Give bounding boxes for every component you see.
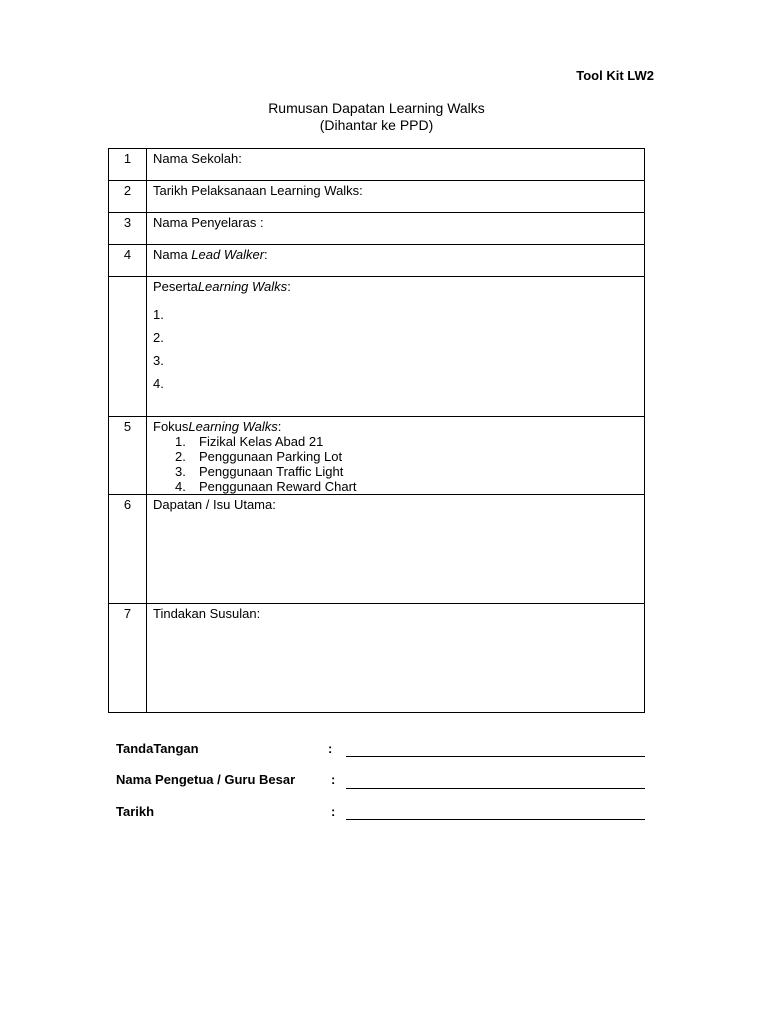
item-text: Fizikal Kelas Abad 21 (199, 434, 324, 449)
field-label (153, 247, 268, 262)
tandatangan-label: TandaTangan (116, 741, 199, 756)
item-text: Penggunaan Reward Chart (199, 479, 357, 494)
nama-sekolah-field[interactable] (147, 149, 645, 181)
fokus-list (153, 434, 644, 494)
label-prefix: Nama (153, 247, 192, 262)
colon: : (331, 772, 336, 787)
title-line-1: Rumusan Dapatan Learning Walks (268, 100, 485, 116)
label-italic: Learning Walks (197, 279, 288, 294)
item-number: 4. (175, 479, 186, 494)
label-italic: Learning Walks (188, 419, 278, 434)
row-dapatan (109, 495, 645, 604)
nama-penyelaras-field[interactable] (147, 213, 645, 245)
fokus-field (147, 417, 645, 495)
row-lead-walker (109, 245, 645, 277)
peserta-field[interactable] (147, 277, 645, 417)
field-label (153, 419, 281, 434)
item-number: 2. (175, 449, 186, 464)
row-number: 1 (109, 149, 147, 181)
row-tarikh-pelaksanaan (109, 181, 645, 213)
field-label: Tarikh Pelaksanaan Learning Walks: (153, 183, 363, 198)
field-label: Tindakan Susulan: (153, 606, 261, 621)
list-item (175, 464, 644, 479)
nama-pengetua-line[interactable] (346, 788, 645, 789)
field-label: Nama Sekolah: (153, 151, 242, 166)
row-peserta (109, 277, 645, 417)
toolkit-label: Tool Kit LW2 (576, 68, 654, 83)
row-number: 7 (109, 604, 147, 713)
tarikh-line[interactable] (346, 819, 645, 820)
row-number: 3 (109, 213, 147, 245)
row-number: 2 (109, 181, 147, 213)
list-item (175, 479, 644, 494)
list-item: 3. (153, 353, 164, 368)
label-suffix: : (287, 279, 291, 294)
tindakan-susulan-field[interactable] (147, 604, 645, 713)
item-number: 3. (175, 464, 186, 479)
tarikh-label: Tarikh (116, 804, 155, 819)
list-item: 2. (153, 330, 164, 345)
dapatan-field[interactable] (147, 495, 645, 604)
label-suffix: : (264, 247, 268, 262)
field-label: Dapatan / Isu Utama: (153, 497, 276, 512)
label-italic: Lead Walker (191, 247, 265, 262)
row-tindakan-susulan (109, 604, 645, 713)
colon: : (331, 804, 336, 819)
form-title (108, 100, 645, 134)
row-number-empty (109, 277, 147, 417)
row-nama-sekolah (109, 149, 645, 181)
label-prefix: Fokus (153, 419, 189, 434)
tandatangan-line[interactable] (346, 756, 645, 757)
title-line-2: (Dihantar ke PPD) (319, 117, 434, 133)
item-text: Penggunaan Parking Lot (199, 449, 343, 464)
label-suffix: : (277, 419, 282, 434)
row-number: 6 (109, 495, 147, 604)
list-item (175, 449, 644, 464)
list-item: 4. (153, 376, 164, 391)
row-nama-penyelaras (109, 213, 645, 245)
field-label: Nama Penyelaras : (153, 215, 264, 230)
list-item (175, 434, 644, 449)
lead-walker-field[interactable] (147, 245, 645, 277)
tarikh-pelaksanaan-field[interactable] (147, 181, 645, 213)
row-number: 5 (109, 417, 147, 495)
colon: : (328, 741, 333, 756)
list-item: 1. (153, 307, 164, 322)
field-label (153, 279, 291, 294)
row-number: 4 (109, 245, 147, 277)
peserta-list (153, 307, 644, 399)
form-table (108, 148, 645, 713)
row-fokus (109, 417, 645, 495)
label-prefix: Peserta (153, 279, 198, 294)
item-number: 1. (175, 434, 186, 449)
item-text: Penggunaan Traffic Light (199, 464, 344, 479)
nama-pengetua-label: Nama Pengetua / Guru Besar (116, 772, 296, 787)
